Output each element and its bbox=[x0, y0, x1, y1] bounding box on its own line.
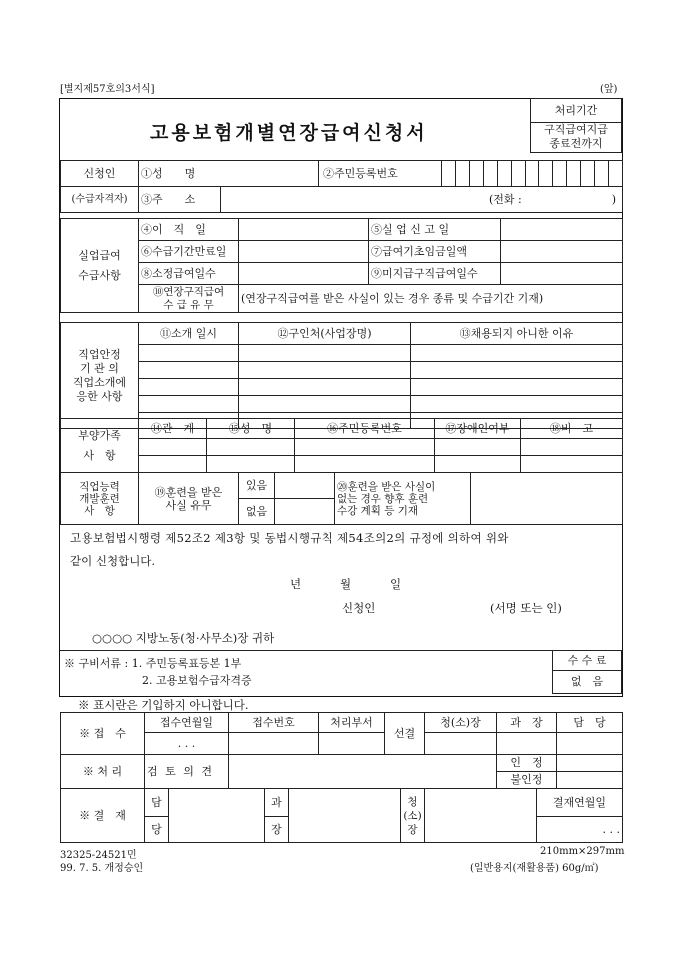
processing-value-1: 구직급여지급 bbox=[531, 123, 622, 137]
approval-chief-label-1: 청 bbox=[407, 795, 418, 808]
table-cell[interactable] bbox=[411, 396, 623, 413]
office-use-note: ※ 표시란은 기입하지 아니합니다. bbox=[78, 698, 249, 712]
base-wage-field[interactable] bbox=[501, 241, 623, 263]
statement-line-2: 같이 신청합니다. bbox=[70, 554, 156, 568]
rrn-digit[interactable] bbox=[483, 161, 497, 186]
department-header: 처리부서 bbox=[319, 713, 385, 733]
approval-clerk-label-2: 당 bbox=[145, 817, 169, 843]
page-side: (앞) bbox=[600, 84, 618, 95]
rrn-digit[interactable] bbox=[511, 161, 525, 186]
chief-header: 청(소)장 bbox=[425, 713, 497, 733]
table-cell[interactable] bbox=[239, 345, 411, 362]
section-head-header: 과 장 bbox=[497, 713, 557, 733]
table-cell[interactable] bbox=[435, 456, 521, 473]
required-documents-item-2: 2. 고용보험수급자격증 bbox=[142, 674, 252, 687]
approval-clerk-label-1: 담 bbox=[145, 789, 169, 817]
receipt-number-header: 접수번호 bbox=[229, 713, 319, 733]
referral-date-header: ⑪소개 일시 bbox=[139, 323, 239, 345]
receipt-label: ※ 접 수 bbox=[61, 713, 145, 755]
table-cell[interactable] bbox=[139, 439, 207, 456]
training-label-2: 개발훈련 bbox=[79, 492, 120, 505]
training-plan-label-3: 수강 계획 등 기재 bbox=[337, 504, 419, 517]
benefit-expiry-field[interactable] bbox=[239, 241, 369, 263]
approval-head-field[interactable] bbox=[289, 789, 401, 843]
applicant-sub-label: (수급자격자) bbox=[61, 187, 139, 213]
fee-label: 수 수 료 bbox=[553, 651, 622, 671]
fee-value: 없 음 bbox=[553, 671, 622, 694]
rrn-digit[interactable] bbox=[580, 161, 594, 186]
unemployment-label-1: 실업급여 bbox=[78, 248, 121, 262]
chief-sign-field[interactable] bbox=[425, 733, 497, 755]
unemployment-table bbox=[60, 218, 623, 313]
rrn-digit[interactable] bbox=[441, 161, 455, 186]
date-day: 일 bbox=[390, 577, 402, 591]
office-use-table bbox=[60, 712, 623, 789]
unemployment-label-2: 수급사항 bbox=[78, 268, 121, 282]
approval-chief-field[interactable] bbox=[425, 789, 537, 843]
footer-paper: (일반용지(재활용품) 60g/㎡) bbox=[470, 863, 599, 874]
prior-decision-label: 선결 bbox=[385, 713, 425, 755]
signer-label: 신청인 bbox=[342, 601, 376, 615]
approve-field[interactable] bbox=[557, 755, 623, 772]
extended-benefit-note[interactable]: (연장구직급여를 받은 사실이 있는 경우 종류 및 수급기간 기재) bbox=[239, 285, 623, 313]
unpaid-days-label: ⑨미지급구직급여일수 bbox=[369, 263, 501, 285]
clerk-sign-field[interactable] bbox=[557, 733, 623, 755]
rrn-digit[interactable] bbox=[469, 161, 483, 186]
table-cell[interactable] bbox=[139, 379, 239, 396]
applicant-label: 신청인 bbox=[61, 161, 139, 187]
receipt-number-field[interactable] bbox=[229, 733, 319, 755]
table-cell[interactable] bbox=[207, 439, 295, 456]
table-cell[interactable] bbox=[139, 345, 239, 362]
required-documents-label: ※ 구비서류 : 1. 주민등록표등본 1부 bbox=[64, 657, 242, 670]
processing-label: 처리기간 bbox=[531, 99, 622, 123]
rrn-label: ②주민등록번호 bbox=[323, 166, 398, 180]
rrn-digit[interactable] bbox=[608, 161, 622, 186]
approve-option[interactable]: 인 정 bbox=[497, 755, 557, 772]
training-yes-option[interactable]: 있음 bbox=[239, 473, 275, 499]
training-plan-label-1: ⑳훈련을 받은 사실이 bbox=[337, 480, 436, 493]
department-field[interactable] bbox=[319, 733, 385, 755]
fee-box bbox=[552, 650, 622, 694]
table-cell[interactable] bbox=[239, 396, 411, 413]
training-yes-field[interactable] bbox=[275, 473, 335, 499]
dependents-label-2: 사 항 bbox=[83, 448, 116, 462]
dependents-table bbox=[60, 418, 623, 473]
unemployment-label bbox=[61, 219, 139, 313]
rrn-digit[interactable] bbox=[594, 161, 608, 186]
processing-row-label: ※ 처 리 bbox=[61, 755, 145, 789]
extended-benefit-label-2: 수 급 유 무 bbox=[163, 298, 214, 311]
review-opinion-label: 검 토 의 견 bbox=[145, 755, 229, 789]
date-month: 월 bbox=[340, 577, 352, 591]
clerk-header: 담 당 bbox=[557, 713, 623, 733]
applicant-table bbox=[60, 160, 623, 213]
relation-header: ⑭관 계 bbox=[139, 419, 207, 439]
receipt-date-field[interactable]: . . . bbox=[145, 733, 229, 755]
training-label-1: 직업능력 bbox=[79, 480, 120, 493]
unemployment-report-label: ⑤실 업 신 고 일 bbox=[369, 219, 501, 241]
referral-label-4: 응한 사항 bbox=[76, 389, 123, 403]
dependent-name-header: ⑮성 명 bbox=[207, 419, 295, 439]
addressee: ○○○○ 지방노동(청·사무소)장 귀하 bbox=[92, 631, 275, 645]
training-plan-label-2: 없는 경우 향후 훈련 bbox=[337, 492, 429, 505]
training-question-2: 사실 유무 bbox=[165, 498, 212, 512]
approval-head-label-2: 장 bbox=[265, 817, 289, 843]
phone-close: ) bbox=[611, 192, 617, 206]
table-cell[interactable] bbox=[139, 456, 207, 473]
approval-clerk-field[interactable] bbox=[169, 789, 265, 843]
table-cell[interactable] bbox=[239, 379, 411, 396]
approval-date-header: 결재연월일 bbox=[537, 789, 623, 817]
footer-size: 210mm×297mm bbox=[540, 846, 625, 857]
processing-period-box bbox=[530, 98, 622, 153]
rrn-digit[interactable] bbox=[566, 161, 580, 186]
processing-value-2: 종료전까지 bbox=[531, 137, 622, 153]
table-cell[interactable] bbox=[239, 362, 411, 379]
approval-chief-label-3: 장 bbox=[407, 823, 418, 836]
referral-table bbox=[60, 322, 623, 429]
approval-date-field[interactable]: . . . bbox=[537, 817, 623, 843]
signature-field[interactable]: (서명 또는 인) bbox=[490, 601, 562, 615]
training-question bbox=[139, 473, 239, 525]
table-cell[interactable] bbox=[295, 456, 435, 473]
phone-label: (전화 : bbox=[488, 192, 522, 206]
training-question-1: ⑲훈련을 받은 bbox=[154, 485, 223, 499]
page-title: 고용보험개별연장급여신청서 bbox=[150, 122, 428, 144]
approval-chief-label bbox=[401, 789, 425, 843]
rrn-digit[interactable] bbox=[497, 161, 511, 186]
disability-header: ⑰장애인여부 bbox=[435, 419, 521, 439]
not-approve-option[interactable]: 불인정 bbox=[497, 772, 557, 789]
dependents-label bbox=[61, 419, 139, 473]
rrn-digit[interactable] bbox=[552, 161, 566, 186]
statement-line-1: 고용보험법시행령 제52조2 제3항 및 동법시행규칙 제54조의2의 규정에 의하여 위와 bbox=[70, 531, 509, 545]
referral-label bbox=[61, 323, 139, 429]
approval-chief-label-2: (소) bbox=[403, 809, 422, 822]
rrn-digit[interactable] bbox=[538, 161, 552, 186]
training-no-field[interactable] bbox=[275, 499, 335, 525]
referral-label-3: 직업소개에 bbox=[72, 375, 127, 389]
table-cell[interactable] bbox=[411, 379, 623, 396]
separation-date-field[interactable] bbox=[239, 219, 369, 241]
referral-label-1: 직업안정 bbox=[78, 347, 121, 361]
remarks-header: ⑱비 고 bbox=[521, 419, 623, 439]
table-cell[interactable] bbox=[521, 456, 623, 473]
approval-table bbox=[60, 788, 623, 843]
section-head-sign-field[interactable] bbox=[497, 733, 557, 755]
review-opinion-field[interactable] bbox=[229, 755, 497, 789]
table-cell[interactable] bbox=[435, 439, 521, 456]
form-number: [별지제57호의3서식] bbox=[60, 84, 155, 95]
table-cell[interactable] bbox=[411, 362, 623, 379]
training-plan-label bbox=[335, 473, 471, 525]
base-wage-label: ⑦급여기초임금일액 bbox=[369, 241, 501, 263]
training-table bbox=[60, 472, 623, 525]
benefit-days-label: ⑧소정급여일수 bbox=[139, 263, 239, 285]
approval-head-label-1: 과 bbox=[265, 789, 289, 817]
divider bbox=[60, 650, 622, 651]
dependent-rrn-header: ⑯주민등록번호 bbox=[295, 419, 435, 439]
approval-label: ※ 결 재 bbox=[61, 789, 145, 843]
dependents-label-1: 부양가족 bbox=[78, 428, 121, 442]
table-cell[interactable] bbox=[139, 362, 239, 379]
table-cell[interactable] bbox=[295, 439, 435, 456]
table-cell[interactable] bbox=[521, 439, 623, 456]
footer-code: 32325-24521민 bbox=[60, 850, 137, 861]
rrn-digit[interactable] bbox=[525, 161, 539, 186]
extended-benefit-label bbox=[139, 285, 239, 313]
footer-approved: 99. 7. 5. 개정승인 bbox=[60, 863, 144, 874]
training-no-option[interactable]: 없음 bbox=[239, 499, 275, 525]
not-hired-reason-header: ⑬채용되지 아니한 이유 bbox=[411, 323, 623, 345]
not-approve-field[interactable] bbox=[557, 772, 623, 789]
receipt-date-header: 접수연월일 bbox=[145, 713, 229, 733]
benefit-expiry-label: ⑥수급기간만료일 bbox=[139, 241, 239, 263]
benefit-days-field[interactable] bbox=[239, 263, 369, 285]
referral-label-2: 기 관 의 bbox=[80, 361, 119, 375]
table-cell[interactable] bbox=[139, 396, 239, 413]
table-cell[interactable] bbox=[411, 345, 623, 362]
unemployment-report-field[interactable] bbox=[501, 219, 623, 241]
rrn-digit[interactable] bbox=[455, 161, 469, 186]
date-year: 년 bbox=[290, 577, 302, 591]
address-label: ③주 소 bbox=[139, 187, 221, 213]
table-cell[interactable] bbox=[207, 456, 295, 473]
training-label-3: 사 항 bbox=[84, 504, 115, 517]
employer-header: ⑫구인처(사업장명) bbox=[239, 323, 411, 345]
separation-date-label: ④이 직 일 bbox=[139, 219, 239, 241]
extended-benefit-label-1: ⑩연장구직급여 bbox=[152, 285, 225, 298]
name-label: ①성 명 bbox=[139, 161, 319, 187]
training-plan-field[interactable] bbox=[471, 473, 623, 525]
training-label bbox=[61, 473, 139, 525]
unpaid-days-field[interactable] bbox=[501, 263, 623, 285]
